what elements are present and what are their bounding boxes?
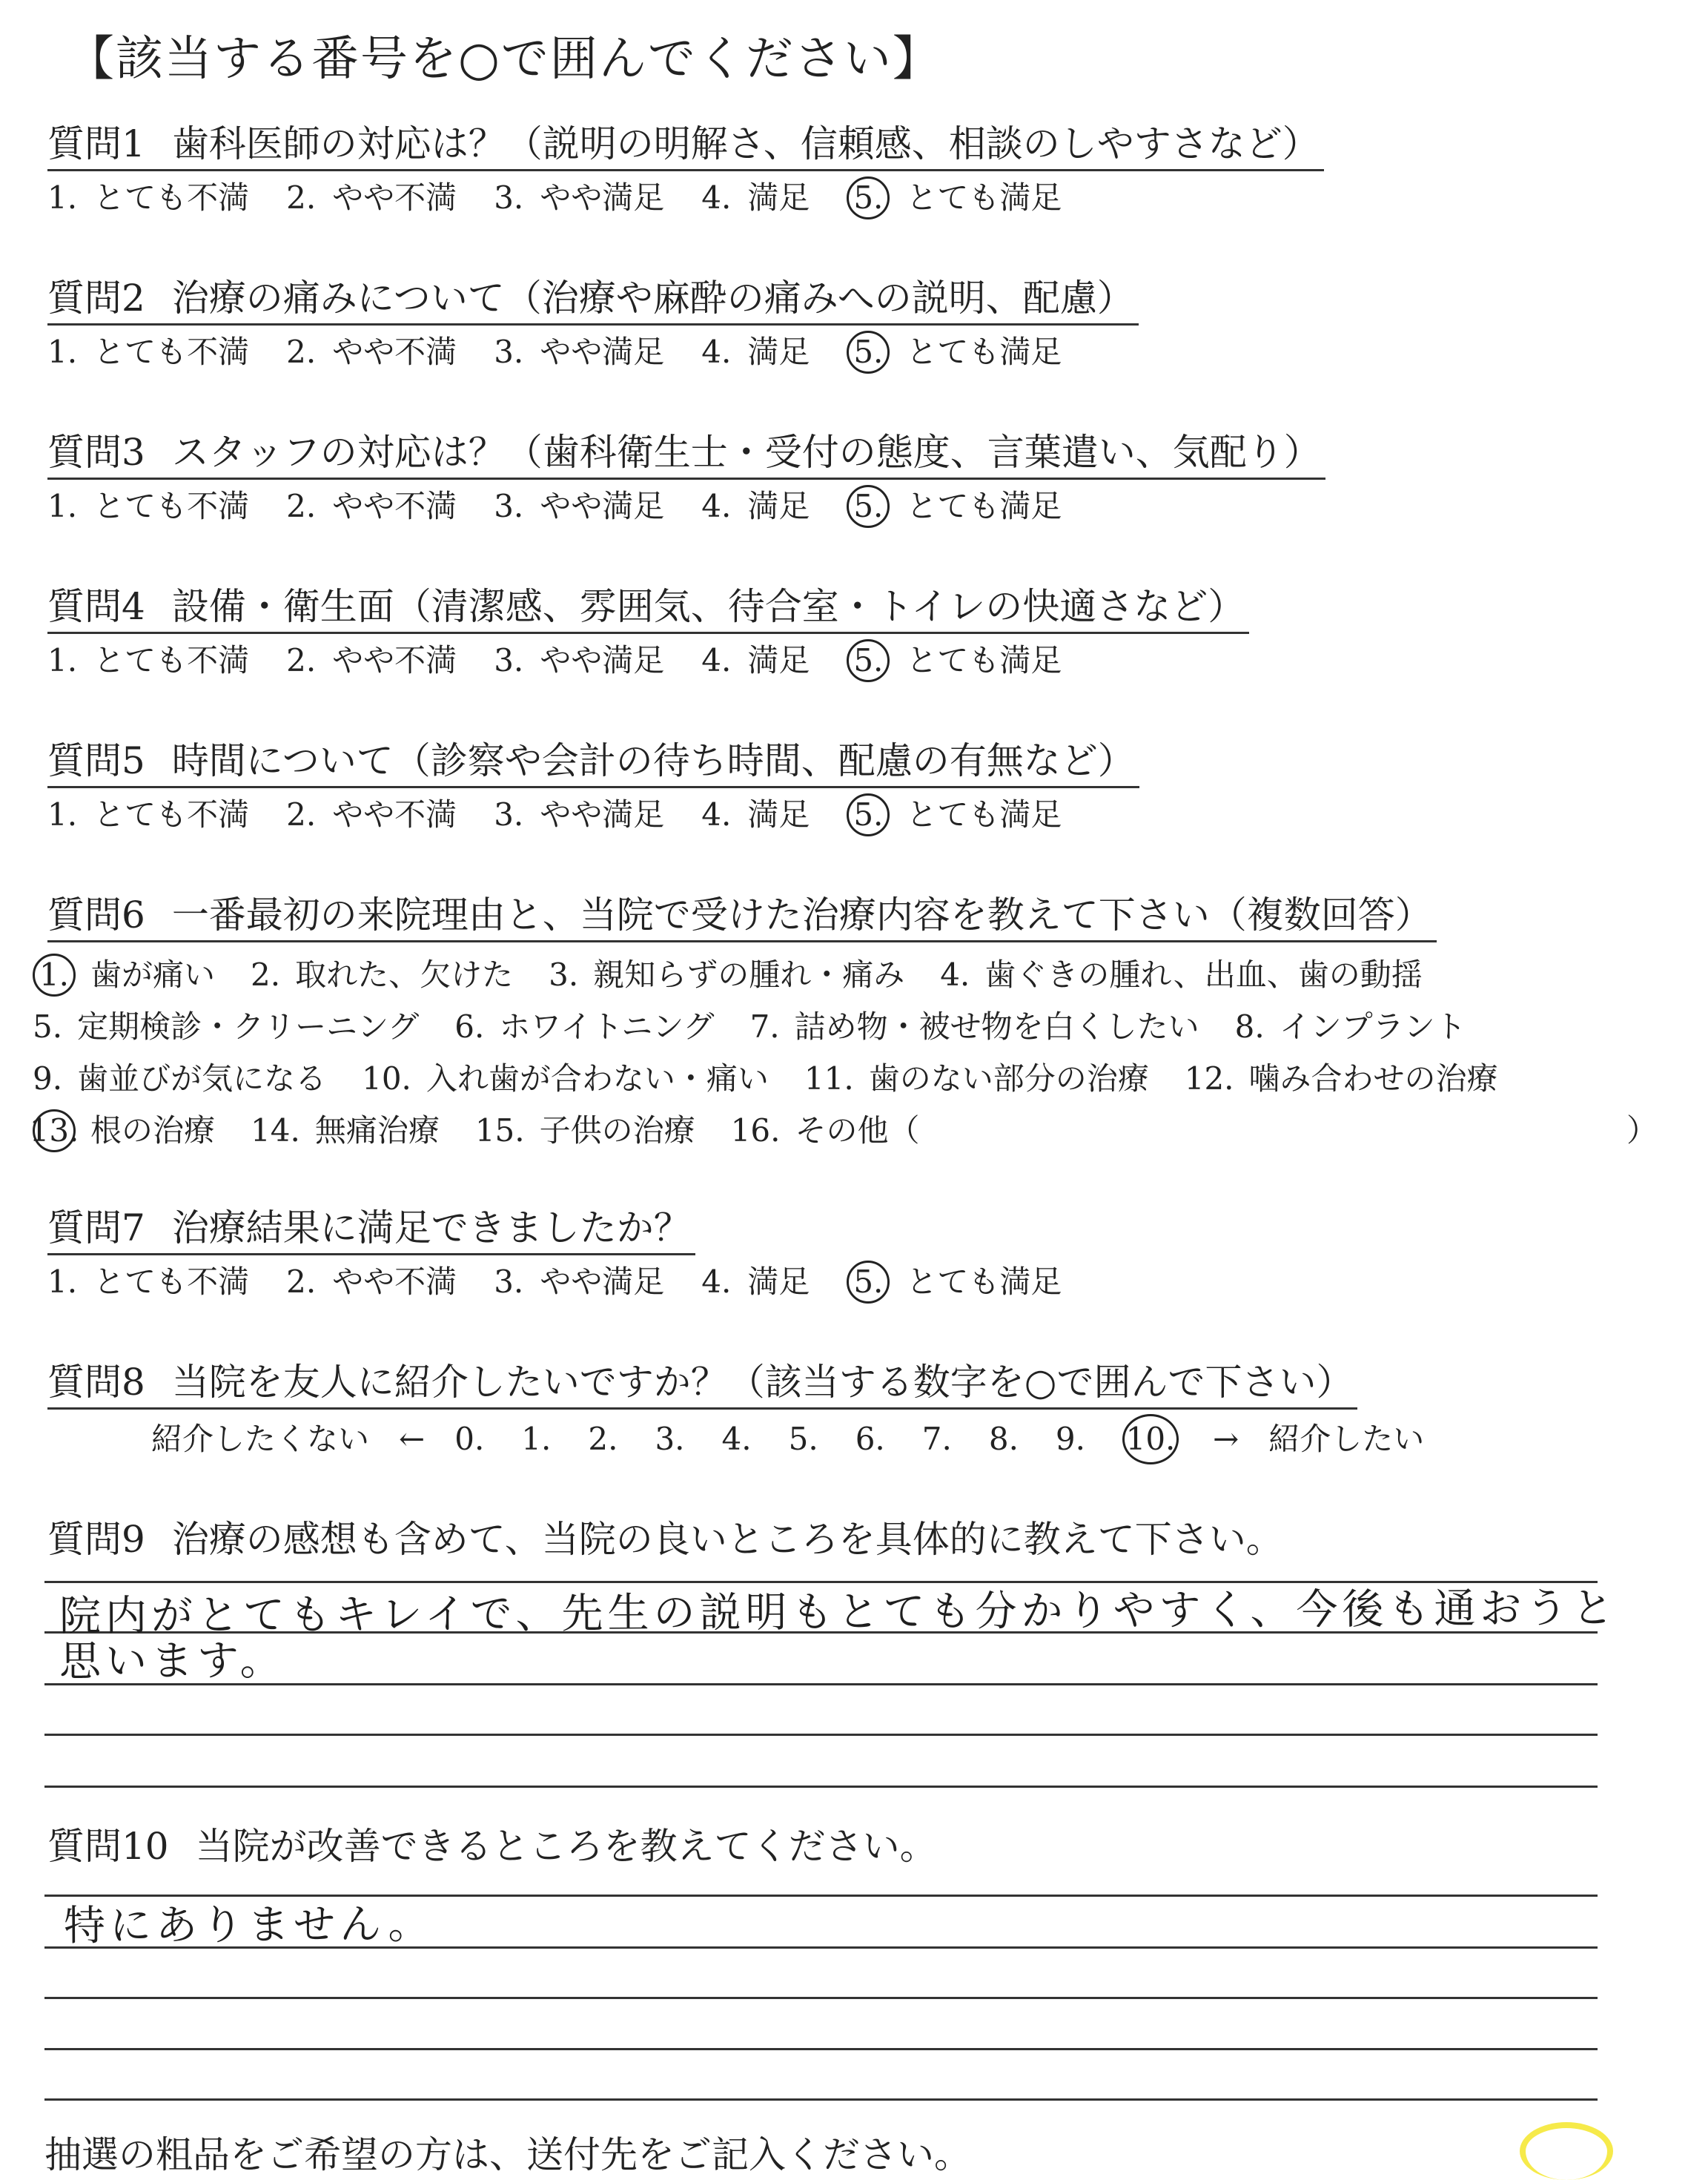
- option-6[interactable]: 6. ホワイトニング: [454, 1008, 715, 1045]
- question-text: 当院を友人に紹介したいですか？（該当する数字を○で囲んで下さい）: [171, 1361, 1354, 1404]
- option-3[interactable]: 3. やや満足: [494, 1264, 665, 1300]
- highlighter-mark-icon: [1520, 2122, 1613, 2180]
- question-text: 治療の痛みについて（治療や麻酔の痛みへの説明、配慮）: [171, 277, 1134, 320]
- option-5-selected[interactable]: 5. とても満足: [847, 638, 1062, 683]
- question-text: 歯科医師の対応は？（説明の明解さ、信頼感、相談のしやすさなど）: [171, 122, 1320, 165]
- option-5-selected[interactable]: 5. とても満足: [847, 330, 1062, 374]
- question-9: [47, 1514, 1664, 1565]
- option-2[interactable]: 2. やや不満: [286, 642, 457, 678]
- rating-options: [47, 793, 1664, 837]
- question-number: 質問9: [47, 1518, 145, 1561]
- option-5-selected[interactable]: 5. とても満足: [847, 1260, 1062, 1304]
- question-1-title: [47, 119, 1324, 171]
- treatment-options: [29, 949, 1678, 1157]
- question-number: 質問6: [47, 894, 145, 937]
- scale-right-label: 紹介したい: [1268, 1421, 1425, 1457]
- scale-6[interactable]: 6.: [855, 1421, 885, 1457]
- rating-options: [47, 176, 1664, 220]
- scale-9[interactable]: 9.: [1055, 1421, 1085, 1457]
- answer-line: [44, 2048, 1598, 2050]
- option-1[interactable]: 1. とても不満: [47, 796, 250, 833]
- question-3-title: [47, 427, 1325, 480]
- question-2-title: [47, 273, 1139, 326]
- scale-2[interactable]: 2.: [588, 1421, 618, 1457]
- scale-0[interactable]: 0.: [454, 1421, 485, 1457]
- scale-1[interactable]: 1.: [521, 1421, 552, 1457]
- option-2[interactable]: 2. やや不満: [286, 488, 457, 524]
- option-16-other[interactable]: 16. その他（: [730, 1112, 920, 1149]
- option-1-selected[interactable]: 1. 歯が痛い: [33, 949, 215, 1001]
- question-text: 一番最初の来院理由と、当院で受けた治療内容を教えて下さい（複数回答）: [171, 894, 1432, 937]
- recommend-scale: [151, 1414, 1664, 1464]
- option-11[interactable]: 11. 歯のない部分の治療: [804, 1060, 1149, 1097]
- footer-note: 抽選の粗品をご希望の方は、送付先をご記入ください。: [44, 2133, 971, 2176]
- option-2[interactable]: 2. やや不満: [286, 796, 457, 833]
- scale-4[interactable]: 4.: [721, 1421, 752, 1457]
- question-number: 質問10: [47, 1825, 169, 1868]
- scale-5[interactable]: 5.: [788, 1421, 818, 1457]
- question-text: 治療結果に満足できましたか？: [171, 1206, 691, 1249]
- option-3[interactable]: 3. 親知らずの腫れ・痛み: [549, 957, 905, 993]
- question-6-title: [47, 890, 1437, 942]
- option-3[interactable]: 3. やや満足: [494, 488, 665, 524]
- question-number: 質問4: [47, 585, 145, 628]
- question-text: 時間について（診察や会計の待ち時間、配慮の有無など）: [171, 739, 1135, 782]
- option-3[interactable]: 3. やや満足: [494, 642, 665, 678]
- option-3[interactable]: 3. やや満足: [494, 796, 665, 833]
- answer-line: [44, 1997, 1598, 1999]
- rating-options: [47, 638, 1664, 683]
- option-3[interactable]: 3. やや満足: [494, 179, 665, 216]
- option-4[interactable]: 4. 満足: [701, 488, 810, 524]
- q9-answer-line-2[interactable]: 思います。: [59, 1636, 286, 1686]
- option-13-selected[interactable]: 13. 根の治療: [33, 1105, 215, 1157]
- question-text: 当院が改善できるところを教えてください。: [195, 1825, 937, 1868]
- question-number: 質問5: [47, 739, 145, 782]
- answer-line: [44, 1786, 1598, 1788]
- question-number: 質問8: [47, 1361, 145, 1404]
- option-2[interactable]: 2. やや不満: [286, 334, 457, 370]
- question-number: 質問7: [47, 1206, 145, 1249]
- option-1[interactable]: 1. とても不満: [47, 179, 250, 216]
- option-8[interactable]: 8. インプラント: [1234, 1008, 1466, 1045]
- question-text: スタッフの対応は？（歯科衛生士・受付の態度、言葉遣い、気配り）: [171, 431, 1321, 474]
- option-4[interactable]: 4. 満足: [701, 642, 810, 678]
- question-1: [47, 119, 1664, 220]
- option-5-selected[interactable]: 5. とても満足: [847, 484, 1062, 529]
- option-1[interactable]: 1. とても不満: [47, 334, 250, 370]
- question-number: 質問2: [47, 277, 145, 320]
- option-4[interactable]: 4. 満足: [701, 179, 810, 216]
- scale-8[interactable]: 8.: [988, 1421, 1019, 1457]
- scale-left-label: 紹介したくない: [151, 1421, 370, 1457]
- option-5-selected[interactable]: 5. とても満足: [847, 793, 1062, 837]
- option-4[interactable]: 4. 歯ぐきの腫れ、出血、歯の動揺: [940, 957, 1423, 993]
- question-4-title: [47, 581, 1249, 634]
- page-title: 【該当する番号を○で囲んでください】: [67, 32, 941, 87]
- option-12[interactable]: 12. 噛み合わせの治療: [1184, 1060, 1498, 1097]
- option-14[interactable]: 14. 無痛治療: [251, 1112, 440, 1149]
- option-5-selected[interactable]: 5. とても満足: [847, 176, 1062, 220]
- question-5-title: [47, 736, 1139, 788]
- question-4: [47, 581, 1664, 683]
- option-7[interactable]: 7. 詰め物・被せ物を白くしたい: [749, 1008, 1199, 1045]
- option-9[interactable]: 9. 歯並びが気になる: [33, 1060, 327, 1097]
- option-2[interactable]: 2. 取れた、欠けた: [251, 957, 514, 993]
- option-4[interactable]: 4. 満足: [701, 334, 810, 370]
- option-4[interactable]: 4. 満足: [701, 1264, 810, 1300]
- option-4[interactable]: 4. 満足: [701, 796, 810, 833]
- question-text: 治療の感想も含めて、当院の良いところを具体的に教えて下さい。: [171, 1518, 1283, 1561]
- left-arrow-icon: ←: [399, 1421, 426, 1457]
- answer-line: [44, 1734, 1598, 1736]
- question-10: [47, 1821, 1664, 1872]
- scale-7[interactable]: 7.: [921, 1421, 952, 1457]
- option-15[interactable]: 15. 子供の治療: [474, 1112, 695, 1149]
- options-row-3: [33, 1053, 1678, 1105]
- question-9-title: [47, 1514, 1288, 1565]
- question-6: [47, 890, 1664, 942]
- option-1[interactable]: 1. とても不満: [47, 1264, 250, 1300]
- option-5[interactable]: 5. 定期検診・クリーニング: [33, 1008, 420, 1045]
- rating-options: [47, 484, 1664, 529]
- other-close-paren: ）: [1626, 1112, 1658, 1149]
- options-row-4: [29, 1105, 1678, 1157]
- question-8: [47, 1357, 1664, 1464]
- option-1[interactable]: 1. とても不満: [47, 488, 250, 524]
- q10-answer-line-1[interactable]: 特にありません。: [63, 1900, 434, 1951]
- question-2: [47, 273, 1664, 374]
- rating-options: [47, 1260, 1664, 1304]
- answer-line: [44, 2098, 1598, 2101]
- option-2[interactable]: 2. やや不満: [286, 1264, 457, 1300]
- right-arrow-icon: →: [1213, 1421, 1239, 1457]
- option-1[interactable]: 1. とても不満: [47, 642, 250, 678]
- question-text: 設備・衛生面（清潔感、雰囲気、待合室・トイレの快適さなど）: [171, 585, 1245, 628]
- option-2[interactable]: 2. やや不満: [286, 179, 457, 216]
- question-number: 質問1: [47, 122, 145, 165]
- option-3[interactable]: 3. やや満足: [494, 334, 665, 370]
- q9-answer-line-1[interactable]: 院内がとてもキレイで、先生の説明もとても分かりやすく、今後も通おうと: [59, 1584, 1618, 1641]
- scale-3[interactable]: 3.: [655, 1421, 685, 1457]
- question-8-title: [47, 1357, 1357, 1410]
- rating-options: [47, 330, 1664, 374]
- question-7-title: [47, 1203, 695, 1255]
- question-3: [47, 427, 1664, 529]
- scale-10-selected[interactable]: 10.: [1122, 1414, 1179, 1464]
- option-10[interactable]: 10. 入れ歯が合わない・痛い: [362, 1060, 769, 1097]
- options-row-2: [33, 1001, 1678, 1053]
- question-number: 質問3: [47, 431, 145, 474]
- question-7: [47, 1203, 1664, 1304]
- question-5: [47, 736, 1664, 837]
- question-10-title: [47, 1821, 941, 1872]
- options-row-1: [33, 949, 1678, 1001]
